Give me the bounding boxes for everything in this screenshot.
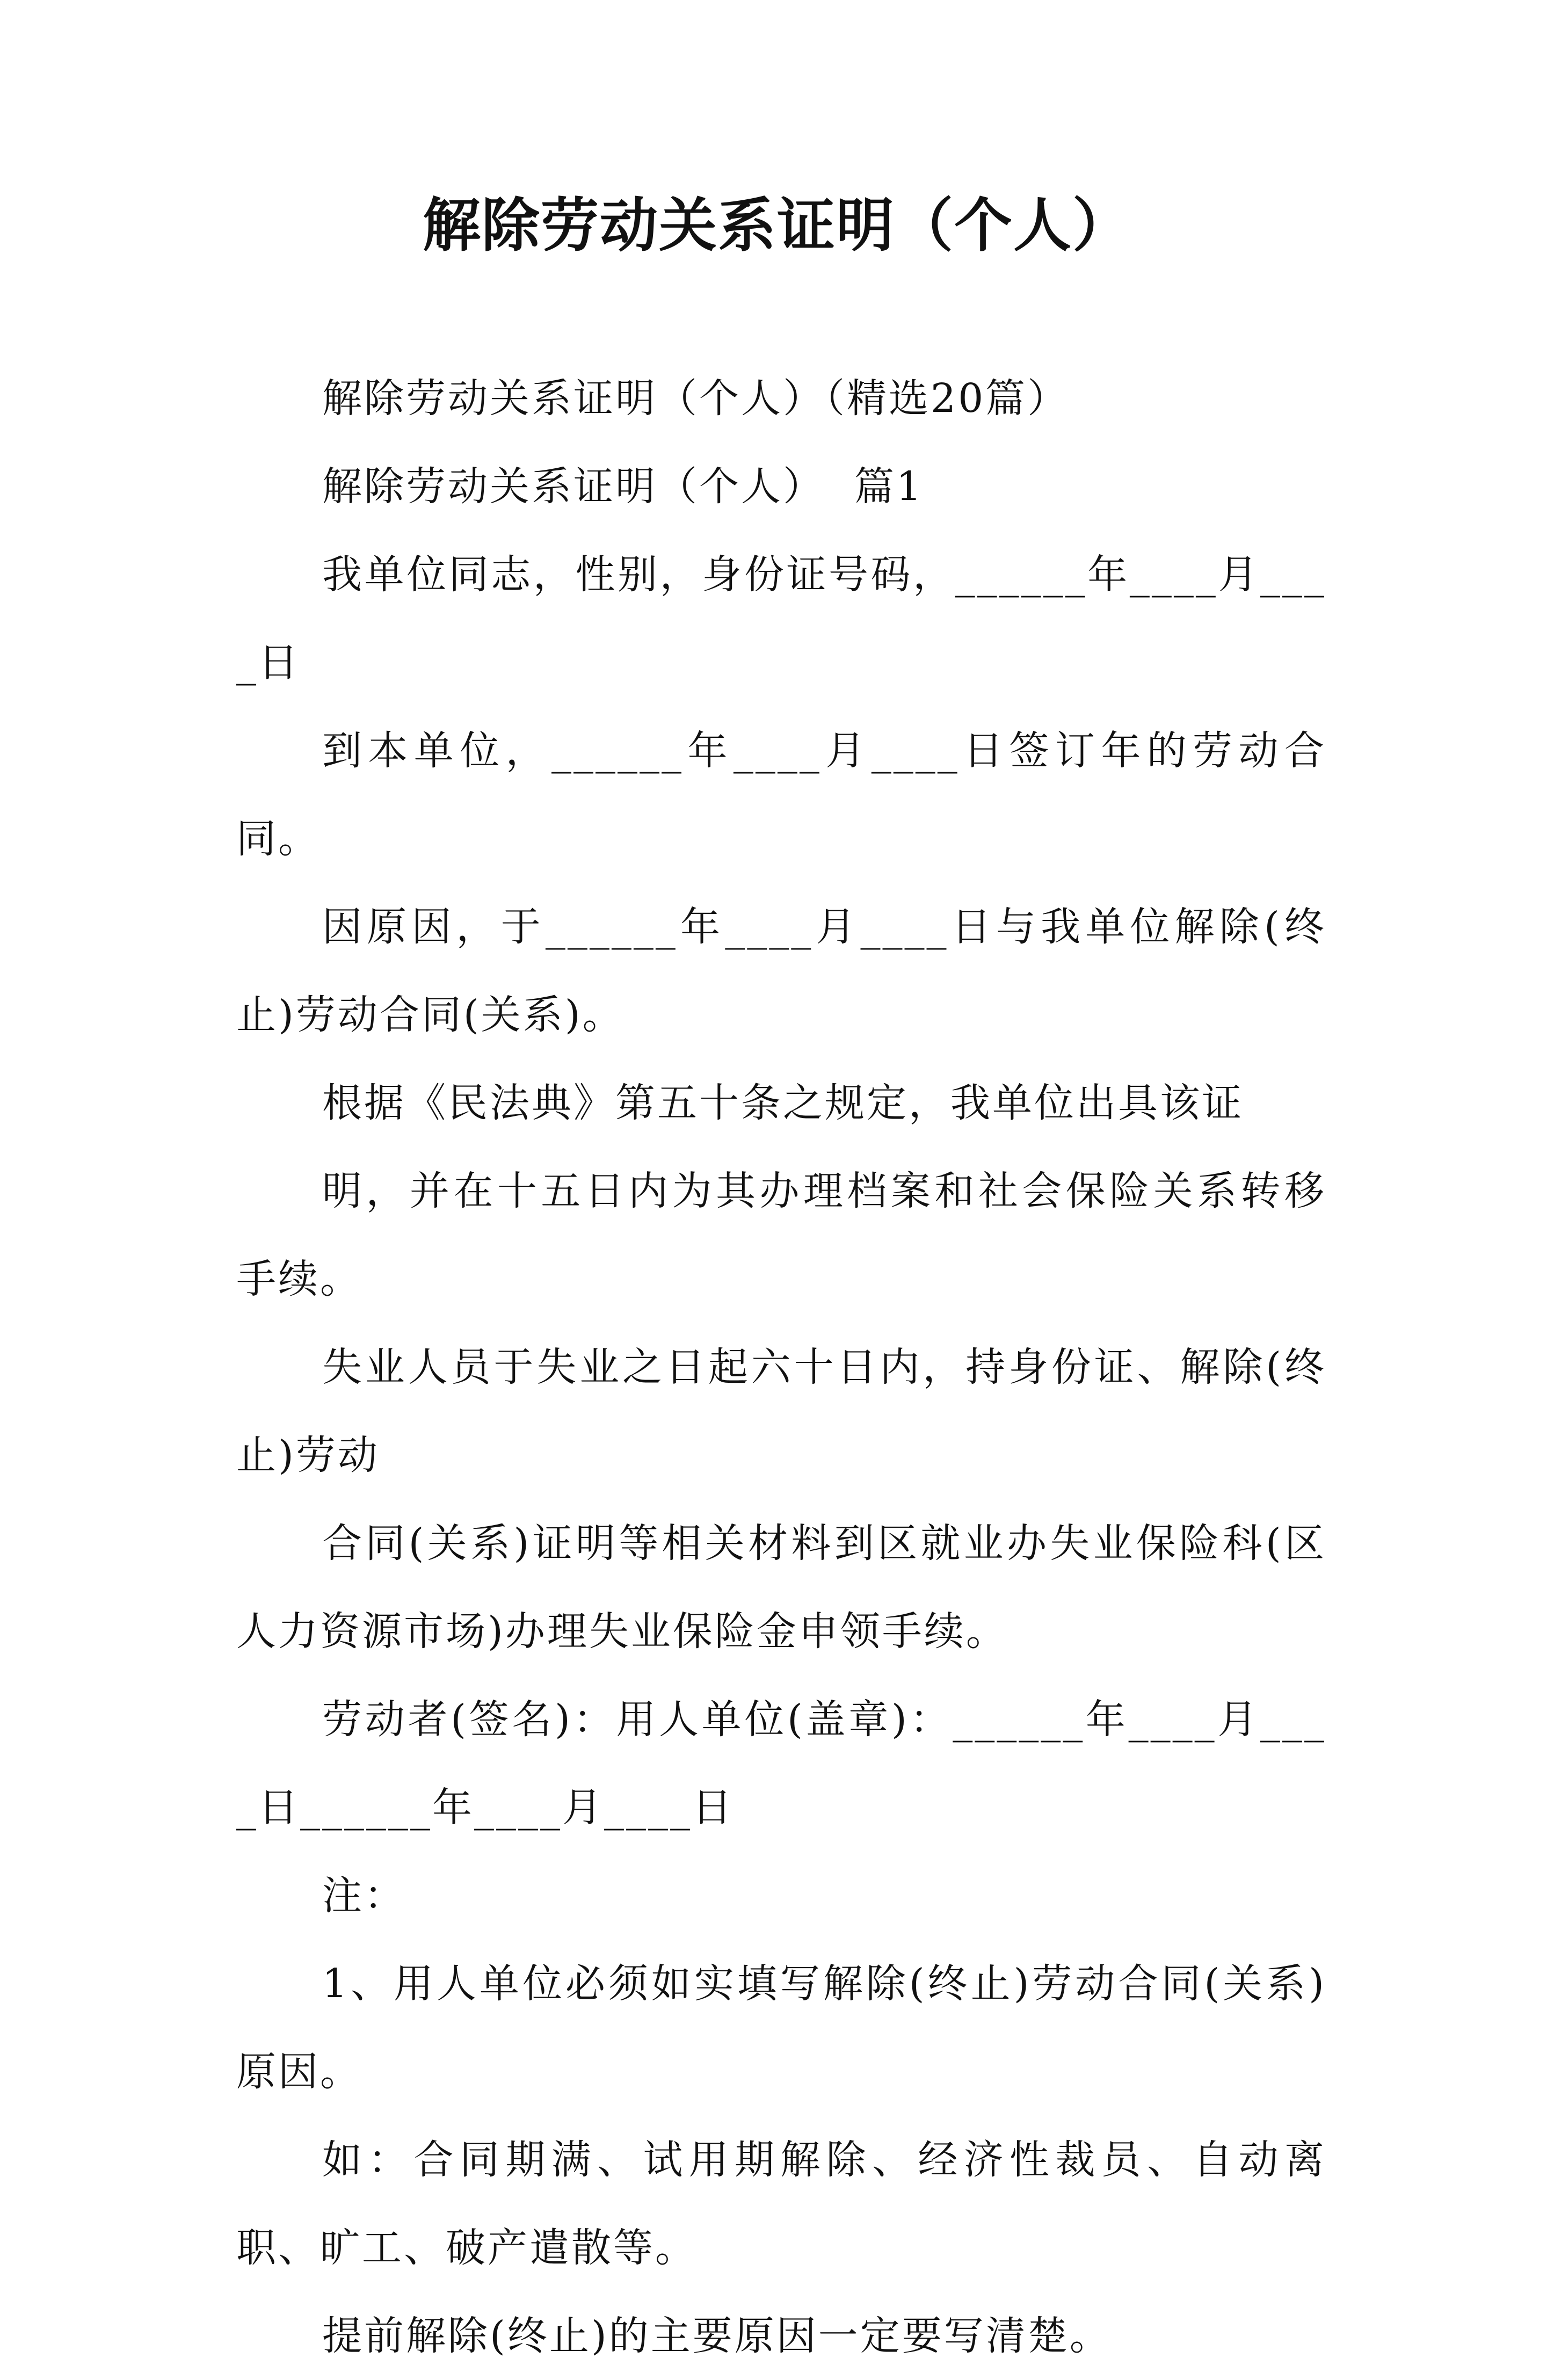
paragraph-signatures: 劳动者(签名)：用人单位(盖章)：______年____月____日______年____月____日: [236, 1696, 1326, 1831]
paragraph-legal-basis: 根据《民法典》第五十条之规定，我单位出具该证: [322, 1080, 1244, 1126]
paragraph-note-examples: 如：合同期满、试用期解除、经济性裁员、自动离职、旷工、破产遣散等。: [236, 2137, 1326, 2271]
paragraph-note-reason: 提前解除(终止)的主要原因一定要写清楚。: [322, 2313, 1112, 2359]
paragraph-contract-signed: 到本单位，______年____月____日签订年的劳动合同。: [236, 728, 1326, 862]
paragraph-termination-date: 因原因，于______年____月____日与我单位解除(终止)劳动合同(关系)。: [236, 904, 1326, 1038]
paragraph-transfer-procedures: 明，并在十五日内为其办理档案和社会保险关系转移手续。: [236, 1168, 1326, 1302]
document-title: 解除劳动关系证明（个人）: [422, 192, 1131, 259]
document-body: [236, 354, 1326, 2380]
paragraph-employee-info: 我单位同志，性别，身份证号码，______年____月____日: [236, 552, 1326, 686]
paragraph-subtitle: 解除劳动关系证明（个人）（精选20篇）: [322, 375, 1070, 422]
paragraph-note-1: 1、用人单位必须如实填写解除(终止)劳动合同(关系)原因。: [236, 1961, 1326, 2095]
paragraph-section-heading: 解除劳动关系证明（个人） 篇1: [322, 463, 924, 510]
paragraph-unemployment-notice: 失业人员于失业之日起六十日内，持身份证、解除(终止)劳动: [236, 1344, 1326, 1478]
paragraph-note-label: 注：: [322, 1873, 406, 1919]
paragraph-unemployment-procedure: 合同(关系)证明等相关材料到区就业办失业保险科(区人力资源市场)办理失业保险金申领手续。: [236, 1520, 1326, 1655]
